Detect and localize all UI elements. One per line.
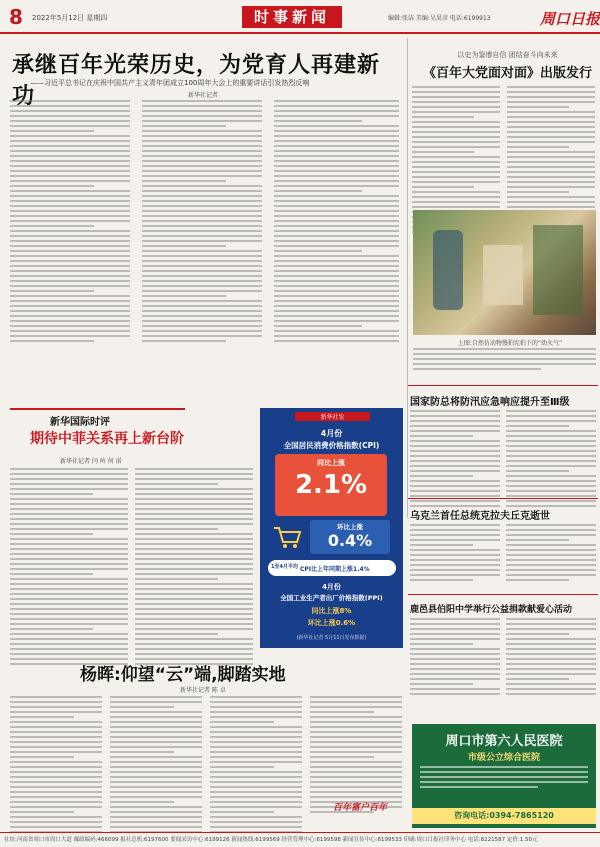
page-number: 8 <box>9 5 23 29</box>
header-rule <box>0 32 600 34</box>
cpi-range-text: CPI比上年同期上涨1.4% <box>300 566 370 573</box>
cpi-range-label: 1至4月平均 <box>271 564 298 570</box>
cpi-mom-label: 环比上涨 <box>337 523 363 531</box>
masthead-logo: 周口日报 <box>540 10 600 28</box>
lead-title: 承继百年光荣历史，为党育人再建新功 <box>12 53 381 109</box>
hospital-name: 周口市第六人民医院 <box>445 734 563 749</box>
defense-title: 国家防总将防汛应急响应提升至Ⅲ级 <box>410 397 570 408</box>
cpi-range <box>268 560 396 576</box>
cpi-month: 4月份 <box>320 429 343 438</box>
cpi-mom-value: 0.4% <box>327 531 373 550</box>
luyi-title: 鹿邑县伯阳中学举行公益捐款献爱心活动 <box>410 605 573 615</box>
cpi-mom-card <box>310 520 390 554</box>
lead-subtitle: ——习近平总书记在庆祝中国共产主义青年团成立100周年大会上的重要讲话引发热烈反响 <box>30 79 310 87</box>
yang-byline: 新华社记者 陈 卓 <box>180 687 226 694</box>
lead-byline: 新华社记者 <box>188 92 219 99</box>
ukraine-title: 乌克兰首任总统克拉夫丘克逝世 <box>410 511 550 522</box>
right-top-divider <box>407 38 408 518</box>
hospital-subtitle: 市级公立综合医院 <box>467 753 540 763</box>
page-header <box>0 0 600 34</box>
feature-title: 期待中菲关系再上新台阶 <box>30 431 184 447</box>
cpi-subtitle: 全国居民消费价格指数(CPI) <box>283 441 380 450</box>
cpi-yoy-label: 同比上涨 <box>317 459 345 467</box>
section-title: 时事新闻 <box>242 6 342 28</box>
cpi-infographic <box>260 408 403 648</box>
ppi-month: 4月份 <box>322 583 341 591</box>
editor-info: 编辑:张洁 美编:吴昊彦 电话:6199913 <box>388 15 491 22</box>
luyi-divider <box>408 594 598 595</box>
photo-caption: 上图:自然仿动物慢拍宪拍下的“幼火气” <box>457 340 563 347</box>
cpi-banner: 新华社发 <box>295 412 370 421</box>
header-date: 2022年5月12日 星期四 <box>32 14 108 22</box>
footer-rule <box>0 832 600 833</box>
feature-byline: 新华社记者 闫 岭 何 诺 <box>60 458 122 465</box>
feature-label: 新华国际时评 <box>50 417 110 428</box>
defense-divider <box>408 385 598 386</box>
hospital-phone: 咨询电话:0394-7865120 <box>412 808 596 824</box>
cpi-yoy-value: 2.1% <box>294 470 368 500</box>
footer-info: 社址:河南省周口市周口大道 邮政编码:466099 报社总机:6197600 要闻采访中心:6199126 新闻热线:6199569 经营管理中心:6199598 新闻宣传中心:6199533 印刷:周口日报社印务中心 电话:8221587 定价:1.50元 <box>4 837 538 843</box>
lead-col-2 <box>142 100 262 345</box>
ppi-mom: 环比上涨0.6% <box>307 619 356 627</box>
cpi-yoy-card <box>275 454 387 516</box>
right-top-kicker: 以史为鉴增自信 团结奋斗向未来 <box>457 51 558 59</box>
ukraine-divider <box>408 498 598 499</box>
cart-icon <box>272 524 302 550</box>
bottom-logo: 百年富户百年 <box>332 803 387 813</box>
cpi-note: (新华社记者 5月11日发布数据) <box>296 635 367 641</box>
lead-col-3 <box>274 100 399 345</box>
ppi-yoy: 同比上涨8% <box>311 607 352 615</box>
yang-title: 杨晖:仰望“云”端,脚踏实地 <box>80 665 286 685</box>
hospital-ad <box>412 724 596 828</box>
lead-col-1 <box>10 100 130 345</box>
lead-body <box>10 100 405 350</box>
ppi-title: 全国工业生产者出厂价格指数(PPI) <box>280 594 383 602</box>
photo-caption-body <box>413 348 596 373</box>
hospital-services <box>420 766 588 791</box>
supermarket-photo <box>413 210 596 335</box>
feature-box <box>10 408 185 448</box>
right-top-title: 《百年大党面对面》出版发行 <box>422 66 592 81</box>
